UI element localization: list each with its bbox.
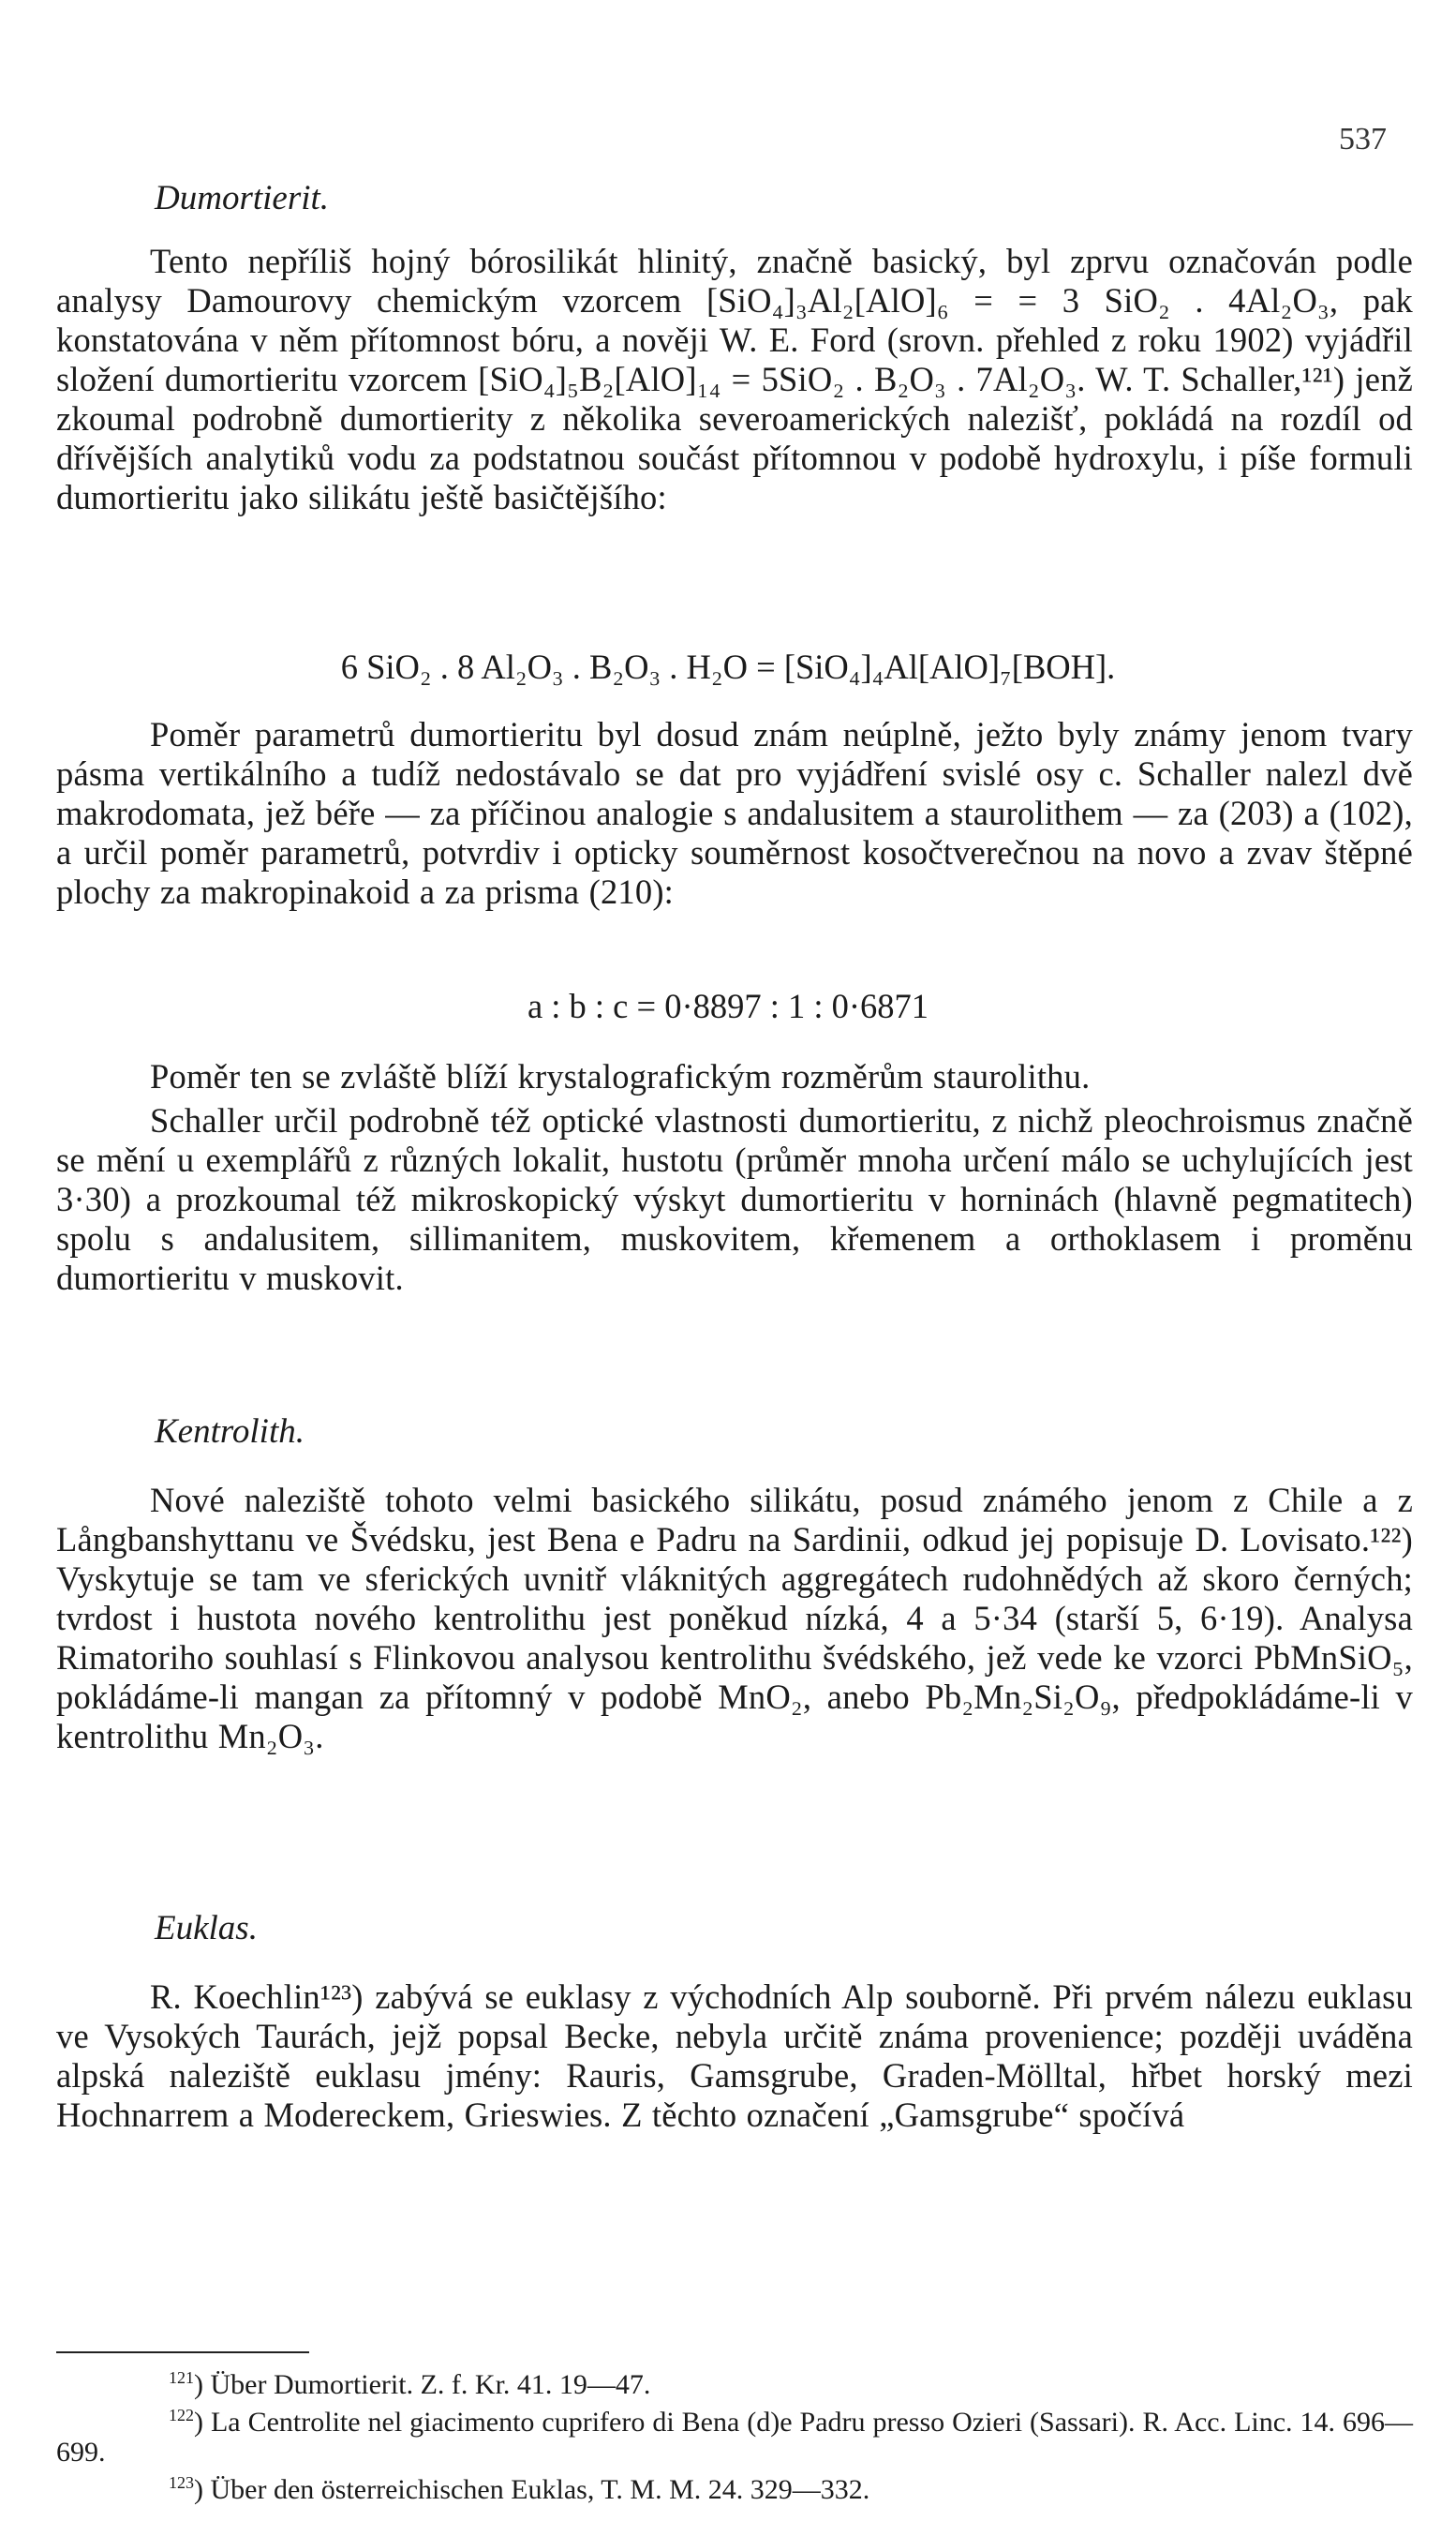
footnote-number: 121: [169, 2368, 194, 2387]
dumortierit-formula-1: 6 SiO₂ . 8 Al₂O₃ . B₂O₃ . H₂O = [SiO₄]₄Al[AlO]₇[BOH].: [340, 648, 1116, 686]
heading-dumortierit: Dumortierit.: [155, 179, 330, 217]
footnote-text: ) Über Dumortierit. Z. f. Kr. 41. 19—47.: [194, 2369, 651, 2400]
euklas-paragraph-1: R. Koechlin¹²³) zabývá se euklasy z východních Alp souborně. Při prvém nálezu euklasu ve Vysokých Taurách, jejž popsal Becke, nebyla určitě známa provenience; později uváděna alpská naleziště euklasu jmény: Rauris, Gamsgrube, Graden-Mölltal, hřbet horský mezi Hochnarrem a Modereckem, Grieswies. Z těchto označení „Gamsgrube“ spočívá: [56, 1977, 1413, 2134]
footnote-number: 123: [169, 2473, 194, 2492]
footnote-121: [56, 2363, 1413, 2400]
dumortierit-paragraph-4: Schaller určil podrobně též optické vlastnosti dumortieritu, z nichž pleochroismus značně se mění u exemplářů z různých lokalit, hustotu (průměr mnoha určení málo se uchylujících jest 3·30) a prozkoumal též mikroskopický výskyt dumortieritu v horninách (hlavně pegmatitech) spolu s andalusitem, sillimanitem, muskovitem, křemenem a orthoklasem i proměnu dumortieritu v muskovit.: [56, 1101, 1413, 1297]
heading-kentrolith: Kentrolith.: [155, 1412, 305, 1451]
dumortierit-paragraph-1: Tento nepříliš hojný bórosilikát hlinitý, značně basický, byl zprvu označován podle analysy Damourovy chemickým vzorcem [SiO₄]₃Al₂[AlO]₆ = = 3 SiO₂ . 4Al₂O₃, pak konstatována v něm přítomnost bóru, a nověji W. E. Ford (srovn. přehled z roku 1902) vyjádřil složení dumortieritu vzorcem [SiO₄]₅B₂[AlO]₁₄ = 5SiO₂ . B₂O₃ . 7Al₂O₃. W. T. Schaller,¹²¹) jenž zkoumal podrobně dumortierity z několika severoamerických nalezišť, pokládá na rozdíl od dřívějších analytiků vodu za podstatnou součást přítomnou v podobě hydroxylu, i píše formuli dumortieritu jako silikátu ještě basičtějšího:: [56, 242, 1413, 516]
dumortierit-paragraph-2: Poměr parametrů dumortieritu byl dosud znám neúplně, ježto byly známy jenom tvary pásma vertikálního a tudíž nedostávalo se dat pro vyjádření svislé osy c. Schaller nalezl dvě makrodomata, jež béře — za příčinou analogie s andalusitem a staurolithem — za (203) a (102), a určil poměr parametrů, potvrdiv i opticky souměrnost kosočtverečnou na novo a zvav štěpné plochy za makropinakoid a za prisma (210):: [56, 715, 1413, 911]
footnote-122: [56, 2400, 1413, 2468]
footnote-text: ) La Centrolite nel giacimento cuprifero di Bena (d)e Padru presso Ozieri (Sassari). R. Acc. Linc. 14. 696—699.: [56, 2407, 1413, 2468]
footnote-number: 122: [169, 2406, 194, 2424]
footnote-rule: [56, 2351, 309, 2353]
kentrolith-paragraph-1: Nové naleziště tohoto velmi basického silikátu, posud známého jenom z Chile a z Långbanshyttanu ve Švédsku, jest Bena e Padru na Sardinii, odkud jej popisuje D. Lovisato.¹²²) Vyskytuje se tam ve sferických uvnitř vláknitých aggregátech rudohnědých až skoro černých; tvrdost i hustota nového kentrolithu jest poněkud nízká, 4 a 5·34 (starší 5, 6·19). Analysa Rimatoriho souhlasí s Flinkovou analysou kentrolithu švédského, jež vede ke vzorci PbMnSiO₅, pokládáme-li mangan za přítomný v podobě MnO₂, anebo Pb₂Mn₂Si₂O₉, předpokládáme-li v kentrolithu Mn₂O₃.: [56, 1481, 1413, 1755]
footnote-text: ) Über den österreichischen Euklas, T. M. M. 24. 329—332.: [194, 2474, 870, 2505]
heading-euklas: Euklas.: [155, 1909, 258, 1947]
dumortierit-paragraph-3: Poměr ten se zvláště blíží krystalografickým rozměrům staurolithu.: [150, 1057, 1091, 1096]
footnote-123: [56, 2468, 1413, 2505]
dumortierit-formula-2: a : b : c = 0·8897 : 1 : 0·6871: [527, 987, 929, 1025]
page-number: 537: [1339, 122, 1387, 157]
footnotes: [56, 2363, 1413, 2505]
